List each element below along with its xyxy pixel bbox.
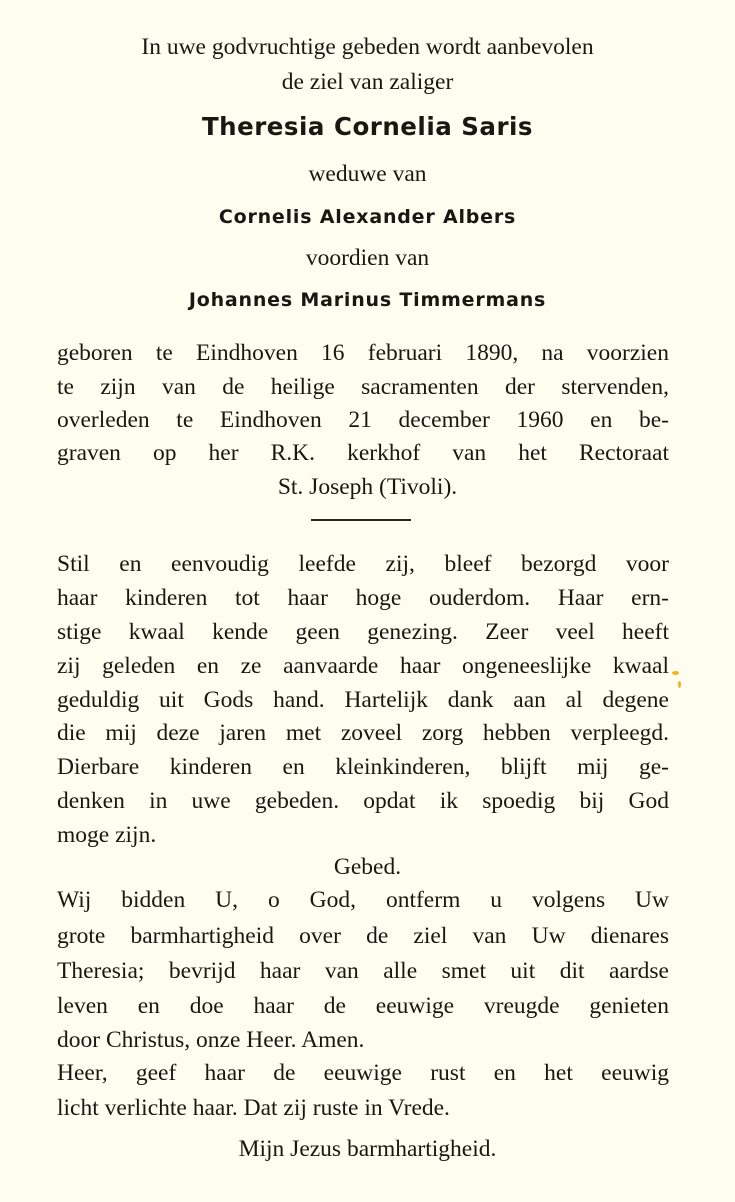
prayer-line: Theresia; bevrijd haar van alle smet uit dit aardse [57,958,669,984]
tribute-line: Stil en eenvoudig leefde zij, bleef bezorgd voor [57,551,669,577]
second-husband-name: Johannes Marinus Timmermans [188,289,547,311]
prayer-line: leven en doe haar de eeuwige vreugde genieten [57,993,669,1019]
biography-line: te zijn van de heilige sacramenten der stervenden, [57,374,669,400]
deceased-name: Theresia Cornelia Saris [201,112,534,141]
widow-of-label: weduwe van [308,161,427,187]
intro-line: de ziel van zaliger [281,69,454,95]
tribute-line: zij geleden en ze aanvaarde haar ongeneeslijke kwaal [57,653,669,679]
biography-line: overleden te Eindhoven 21 december 1960 en be- [57,407,669,433]
prayer-line: Wij bidden U, o God, ontferm u volgens Uw [57,887,669,913]
first-husband-name: Cornelis Alexander Albers [218,206,517,228]
prayer-line: grote barmhartigheid over de ziel van Uw dienares [57,923,669,949]
closing-line: Mijn Jezus barmhartigheid. [238,1136,497,1162]
tribute-line: geduldig uit Gods hand. Hartelijk dank aan al degene [57,687,669,713]
intro-line: In uwe godvruchtige gebeden wordt aanbevolen [141,34,594,60]
tribute-line: stige kwaal kende geen genezing. Zeer veel heeft [57,619,669,645]
section-divider [311,519,411,521]
tribute-line: denken in uwe gebeden. opdat ik spoedig bij God [57,788,669,814]
paper-speck [678,681,681,688]
biography-line: geboren te Eindhoven 16 februari 1890, na voorzien [57,340,669,366]
tribute-line: die mij deze jaren met zoveel zorg hebben verpleegd. [57,720,669,746]
tribute-line: haar kinderen tot haar hoge ouderdom. Haar ern- [57,585,669,611]
rest-line: licht verlichte haar. Dat zij ruste in Vrede. [57,1095,450,1121]
previously-of-label: voordien van [305,245,430,271]
prayer-line: door Christus, onze Heer. Amen. [57,1027,365,1053]
paper-speck [672,671,679,675]
biography-line: graven op her R.K. kerkhof van het Rectoraat [57,440,669,466]
biography-line: St. Joseph (Tivoli). [277,474,458,500]
tribute-line: moge zijn. [57,822,157,848]
tribute-line: Dierbare kinderen en kleinkinderen, blijft mij ge- [57,754,669,780]
rest-line: Heer, geef haar de eeuwige rust en het eeuwig [57,1060,669,1086]
prayer-title: Gebed. [333,854,402,880]
